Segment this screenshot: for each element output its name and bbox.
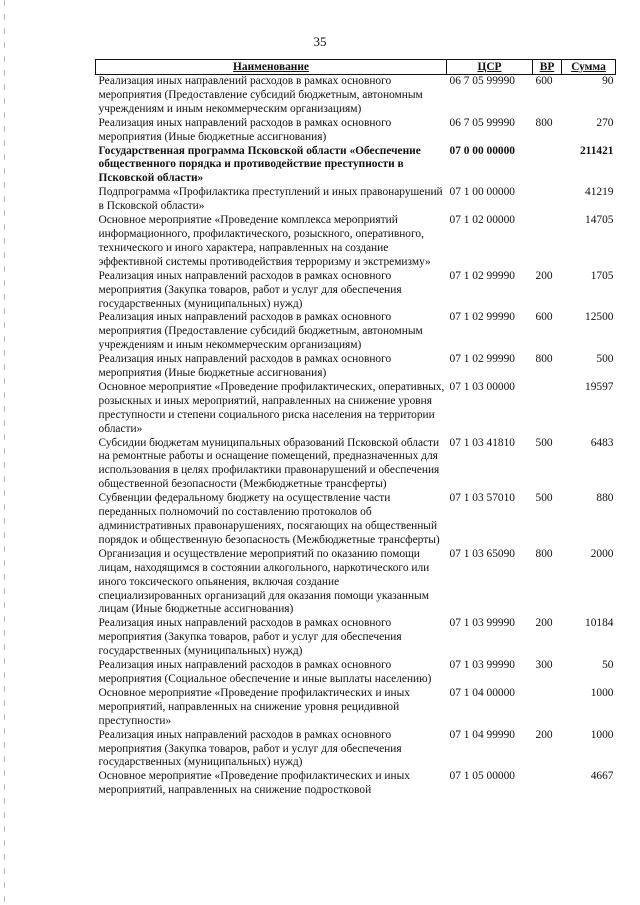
row-csr: 07 1 04 99990 — [449, 728, 515, 741]
table-header-row — [96, 60, 616, 75]
row-csr: 07 1 02 00000 — [449, 214, 515, 227]
row-name: Подпрограмма «Профилактика преступлений и иных правонарушений в Псковской области» — [98, 186, 443, 213]
row-csr: 07 1 03 99990 — [449, 659, 515, 672]
row-sum: 4667 — [590, 770, 614, 783]
table-row — [96, 617, 616, 659]
row-sum: 880 — [596, 492, 614, 505]
row-name: Реализация иных направлений расходов в рамках основного мероприятия (Предоставление субсидий бюджетным, автономным учреждениям и иным некоммерческим организациям) — [98, 75, 423, 115]
table-row — [96, 492, 616, 548]
table-row — [96, 770, 616, 798]
table-row — [96, 437, 616, 493]
row-vr — [533, 145, 562, 187]
row-csr: 07 0 00 00000 — [449, 144, 515, 157]
row-vr: 200 — [535, 728, 553, 741]
row-name: Государственная программа Псковской области «Обеспечение общественного порядка и противодействие преступности в Псковской области» — [98, 144, 421, 185]
row-sum: 50 — [602, 659, 614, 672]
column-header-sum: Сумма — [562, 60, 616, 75]
table-row — [96, 186, 616, 214]
row-csr: 06 7 05 99990 — [449, 116, 515, 129]
row-sum: 1000 — [590, 728, 614, 741]
row-vr: 500 — [535, 492, 553, 505]
table-row — [96, 659, 616, 687]
table-row — [96, 729, 616, 771]
row-vr: 800 — [535, 547, 553, 560]
row-sum: 1705 — [590, 269, 614, 282]
table-row — [96, 214, 616, 270]
row-csr: 07 1 00 00000 — [449, 186, 515, 199]
row-name: Основное мероприятие «Проведение профилактических и иных мероприятий, направленных на снижение подростковой — [98, 770, 410, 797]
row-csr: 07 1 03 41810 — [449, 436, 515, 449]
row-vr: 600 — [535, 75, 553, 87]
row-name: Основное мероприятие «Проведение комплекса мероприятий информационного, профилактического, розыскного, оперативного, технического и иного характера, направленных на создание эффективной системы противодействия терроризму и экстремизму» — [98, 214, 431, 268]
row-csr: 07 1 02 99990 — [449, 353, 515, 366]
row-sum: 14705 — [585, 214, 614, 227]
row-sum: 6483 — [590, 436, 614, 449]
row-sum: 10184 — [585, 617, 614, 630]
row-vr — [533, 214, 562, 270]
row-csr: 07 1 03 99990 — [449, 617, 515, 630]
row-vr: 600 — [535, 311, 553, 324]
row-csr: 07 1 03 57010 — [449, 492, 515, 505]
table-row — [96, 381, 616, 437]
row-name: Реализация иных направлений расходов в рамках основного мероприятия (Предоставление субсидий бюджетным, автономным учреждениям и иным некоммерческим организациям) — [98, 311, 423, 352]
scan-edge — [4, 0, 5, 905]
row-sum: 270 — [596, 116, 614, 129]
table-row — [96, 117, 616, 145]
table-row — [96, 311, 616, 353]
row-name: Основное мероприятие «Проведение профилактических и иных мероприятий, направленных на снижение уровня рецидивной преступности» — [98, 686, 410, 727]
row-vr: 800 — [535, 353, 553, 366]
row-name: Субвенции федеральному бюджету на осуществление части переданных полномочий по составлению протоколов об административных правонарушениях, посягающих на общественный порядок и общественную безопасность (Межбюджетные трансферты) — [98, 492, 440, 546]
row-name: Реализация иных направлений расходов в рамках основного мероприятия (Закупка товаров, работ и услуг для обеспечения государственных (муниципальных) нужд) — [98, 617, 402, 658]
row-csr: 07 1 02 99990 — [449, 269, 515, 282]
row-csr: 07 1 03 00000 — [449, 380, 515, 393]
row-csr: 07 1 02 99990 — [449, 311, 515, 324]
row-vr: 500 — [535, 436, 553, 449]
row-vr: 300 — [535, 659, 553, 672]
row-sum: 19597 — [585, 380, 614, 393]
row-vr — [533, 186, 562, 214]
row-name: Реализация иных направлений расходов в рамках основного мероприятия (Иные бюджетные ассигнования) — [98, 116, 392, 143]
row-name: Реализация иных направлений расходов в рамках основного мероприятия (Закупка товаров, работ и услуг для обеспечения государственных (муниципальных) нужд) — [98, 269, 402, 310]
row-sum: 211421 — [579, 144, 614, 157]
row-csr: 07 1 04 00000 — [449, 686, 515, 699]
row-sum: 500 — [596, 353, 614, 366]
row-sum: 41219 — [585, 186, 614, 199]
row-csr: 07 1 05 00000 — [449, 770, 515, 783]
row-name: Реализация иных направлений расходов в рамках основного мероприятия (Иные бюджетные ассигнования) — [98, 353, 392, 380]
row-sum: 90 — [602, 75, 614, 87]
row-sum: 2000 — [590, 547, 614, 560]
row-vr: 800 — [535, 116, 553, 129]
row-csr: 07 1 03 65090 — [449, 547, 515, 560]
row-name: Субсидии бюджетам муниципальных образований Псковской области на ремонтные работы и оснащение помещений, предназначенных для использования в целях профилактики правонарушений и обеспечения общественной безопасности (Межбюджетные трансферты) — [98, 436, 440, 491]
row-csr: 06 7 05 99990 — [449, 75, 515, 87]
row-vr: 200 — [535, 269, 553, 282]
column-header-csr: ЦСР — [447, 60, 533, 75]
row-name: Организация и осуществление мероприятий по оказанию помощи лицам, находящимся в состоянии алкогольного, наркотического или иного токсического опьянения, включая создание специализированных организаций для оказания помощи указанным лицам (Иные бюджетные ассигнования) — [98, 547, 430, 616]
column-header-vr: ВР — [533, 60, 562, 75]
row-vr — [533, 381, 562, 437]
row-sum: 1000 — [590, 686, 614, 699]
column-header-name: Наименование — [96, 60, 447, 75]
table-row — [96, 270, 616, 312]
page-number: 35 — [313, 34, 327, 49]
row-name: Основное мероприятие «Проведение профилактических, оперативных, розыскных и иных мероприятий, направленных на снижение уровня преступности и степени социального риска населения на территории области» — [98, 380, 445, 435]
row-vr — [533, 770, 562, 798]
row-sum: 12500 — [585, 311, 614, 324]
table-row — [96, 548, 616, 618]
row-name: Реализация иных направлений расходов в рамках основного мероприятия (Социальное обеспечение и иные выплаты населению) — [98, 659, 432, 685]
table-body — [96, 75, 616, 799]
row-vr — [533, 687, 562, 729]
table-row — [96, 353, 616, 381]
table-row — [96, 687, 616, 729]
row-name: Реализация иных направлений расходов в рамках основного мероприятия (Закупка товаров, работ и услуг для обеспечения государственных (муниципальных) нужд) — [98, 728, 402, 769]
budget-table — [95, 59, 616, 798]
row-vr: 200 — [535, 617, 553, 630]
table-row — [96, 145, 616, 187]
table-row — [96, 75, 616, 117]
